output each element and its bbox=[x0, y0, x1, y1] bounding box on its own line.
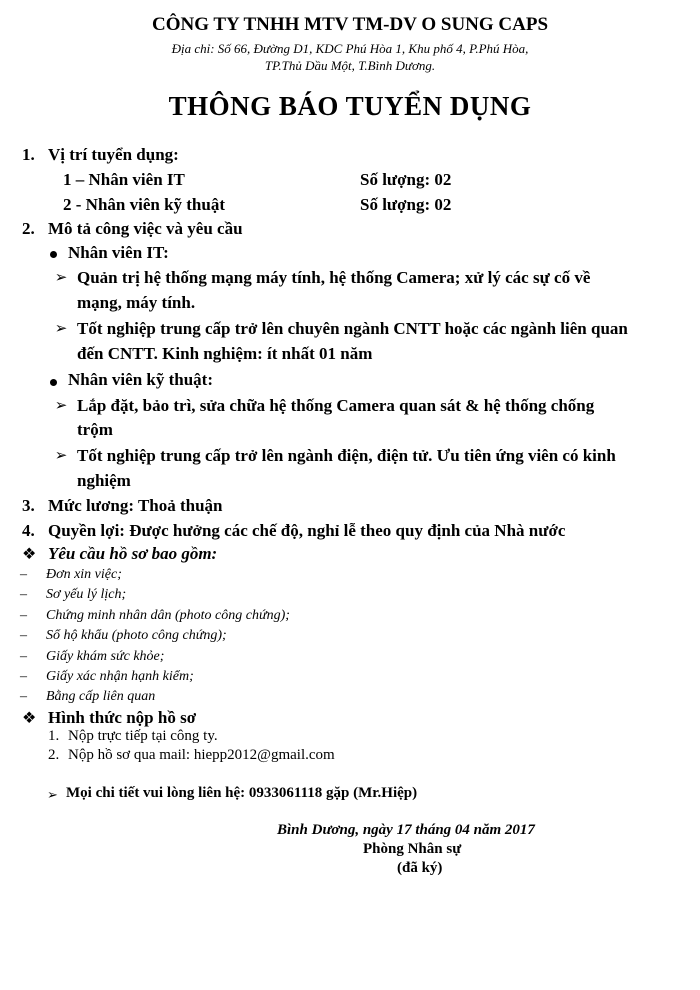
submission-number: 2. bbox=[48, 747, 60, 763]
position-1-quantity: Số lượng: 02 bbox=[360, 170, 452, 189]
it-item2-line2: đến CNTT. Kinh nghiệm: ít nhất 01 năm bbox=[77, 344, 373, 363]
section4-number: 4. bbox=[22, 521, 35, 540]
group-tech-label: Nhân viên kỹ thuật: bbox=[68, 370, 214, 389]
company-address-line2: TP.Thủ Dầu Một, T.Bình Dương. bbox=[264, 58, 436, 73]
position-2-name: 2 - Nhân viên kỹ thuật bbox=[63, 195, 226, 214]
section3-number: 3. bbox=[22, 496, 35, 515]
dash-icon: – bbox=[20, 628, 27, 643]
section1-heading: Vị trí tuyển dụng: bbox=[48, 145, 179, 164]
tech-item2-line1: Tốt nghiệp trung cấp trở lên ngành điện, điện tử. Ưu tiên ứng viên có kinh bbox=[77, 446, 616, 465]
bullet-icon bbox=[50, 245, 57, 263]
diamond-bullet-icon: ❖ bbox=[22, 710, 37, 727]
dash-icon: – bbox=[20, 567, 27, 582]
arrow-bullet-icon: ➢ bbox=[54, 270, 68, 286]
it-item2-line1: Tốt nghiệp trung cấp trở lên chuyên ngành CNTT hoặc các ngành liên quan bbox=[77, 319, 628, 338]
tech-item2-line2: nghiệm bbox=[77, 471, 131, 490]
document-item: Đơn xin việc; bbox=[46, 567, 122, 582]
submission-item: Nộp trực tiếp tại công ty. bbox=[68, 728, 218, 744]
signed-note: (đã ký) bbox=[397, 860, 443, 876]
position-2-quantity: Số lượng: 02 bbox=[360, 195, 452, 214]
dash-icon: – bbox=[20, 587, 27, 602]
dash-icon: – bbox=[20, 689, 27, 704]
arrow-bullet-icon: ➢ bbox=[54, 398, 68, 414]
arrow-bullet-icon: ➢ bbox=[47, 787, 58, 802]
document-title: THÔNG BÁO TUYỂN DỤNG bbox=[168, 91, 532, 121]
company-name: CÔNG TY TNHH MTV TM-DV O SUNG CAPS bbox=[151, 14, 549, 35]
documents-heading: Yêu cầu hồ sơ bao gồm: bbox=[48, 544, 218, 563]
dash-icon: – bbox=[20, 649, 27, 664]
company-address-line1: Địa chỉ: Số 66, Đường D1, KDC Phú Hòa 1, Khu phố 4, P.Phú Hòa, bbox=[171, 41, 529, 56]
group-it-label: Nhân viên IT: bbox=[68, 243, 169, 262]
document-item: Sơ yếu lý lịch; bbox=[46, 587, 127, 602]
arrow-bullet-icon: ➢ bbox=[54, 321, 68, 337]
arrow-bullet-icon: ➢ bbox=[54, 448, 68, 464]
dash-icon: – bbox=[20, 669, 27, 684]
position-1-name: 1 – Nhân viên IT bbox=[63, 170, 185, 189]
salary-text: Mức lương: Thoả thuận bbox=[48, 496, 223, 515]
bullet-icon bbox=[50, 373, 57, 391]
place-date: Bình Dương, ngày 17 tháng 04 năm 2017 bbox=[277, 822, 535, 838]
submission-number: 1. bbox=[48, 728, 60, 744]
document-item: Giấy xác nhận hạnh kiểm; bbox=[46, 669, 194, 684]
tech-item1-line2: trộm bbox=[77, 420, 113, 439]
section2-heading: Mô tả công việc và yêu cầu bbox=[48, 219, 243, 238]
section1-number: 1. bbox=[22, 145, 35, 164]
submission-heading: Hình thức nộp hồ sơ bbox=[48, 708, 197, 727]
document-item: Sổ hộ khẩu (photo công chứng); bbox=[46, 628, 227, 643]
signer-department: Phòng Nhân sự bbox=[363, 841, 462, 857]
submission-item: Nộp hồ sơ qua mail: hiepp2012@gmail.com bbox=[68, 747, 335, 763]
section2-number: 2. bbox=[22, 219, 35, 238]
benefits-text: Quyền lợi: Được hưởng các chế độ, nghỉ lễ theo quy định của Nhà nước bbox=[48, 521, 566, 540]
contact-text: Mọi chi tiết vui lòng liên hệ: 0933061118 gặp (Mr.Hiệp) bbox=[66, 785, 418, 801]
it-item1-line1: Quản trị hệ thống mạng máy tính, hệ thống Camera; xử lý các sự cố về bbox=[77, 268, 591, 287]
document-item: Bằng cấp liên quan bbox=[46, 689, 156, 704]
document-item: Chứng minh nhân dân (photo công chứng); bbox=[46, 608, 290, 623]
tech-item1-line1: Lắp đặt, bảo trì, sửa chữa hệ thống Camera quan sát & hệ thống chống bbox=[77, 396, 595, 415]
dash-icon: – bbox=[20, 608, 27, 623]
document-item: Giấy khám sức khỏe; bbox=[46, 649, 165, 664]
diamond-bullet-icon: ❖ bbox=[22, 546, 37, 563]
it-item1-line2: mạng, máy tính. bbox=[77, 293, 196, 312]
